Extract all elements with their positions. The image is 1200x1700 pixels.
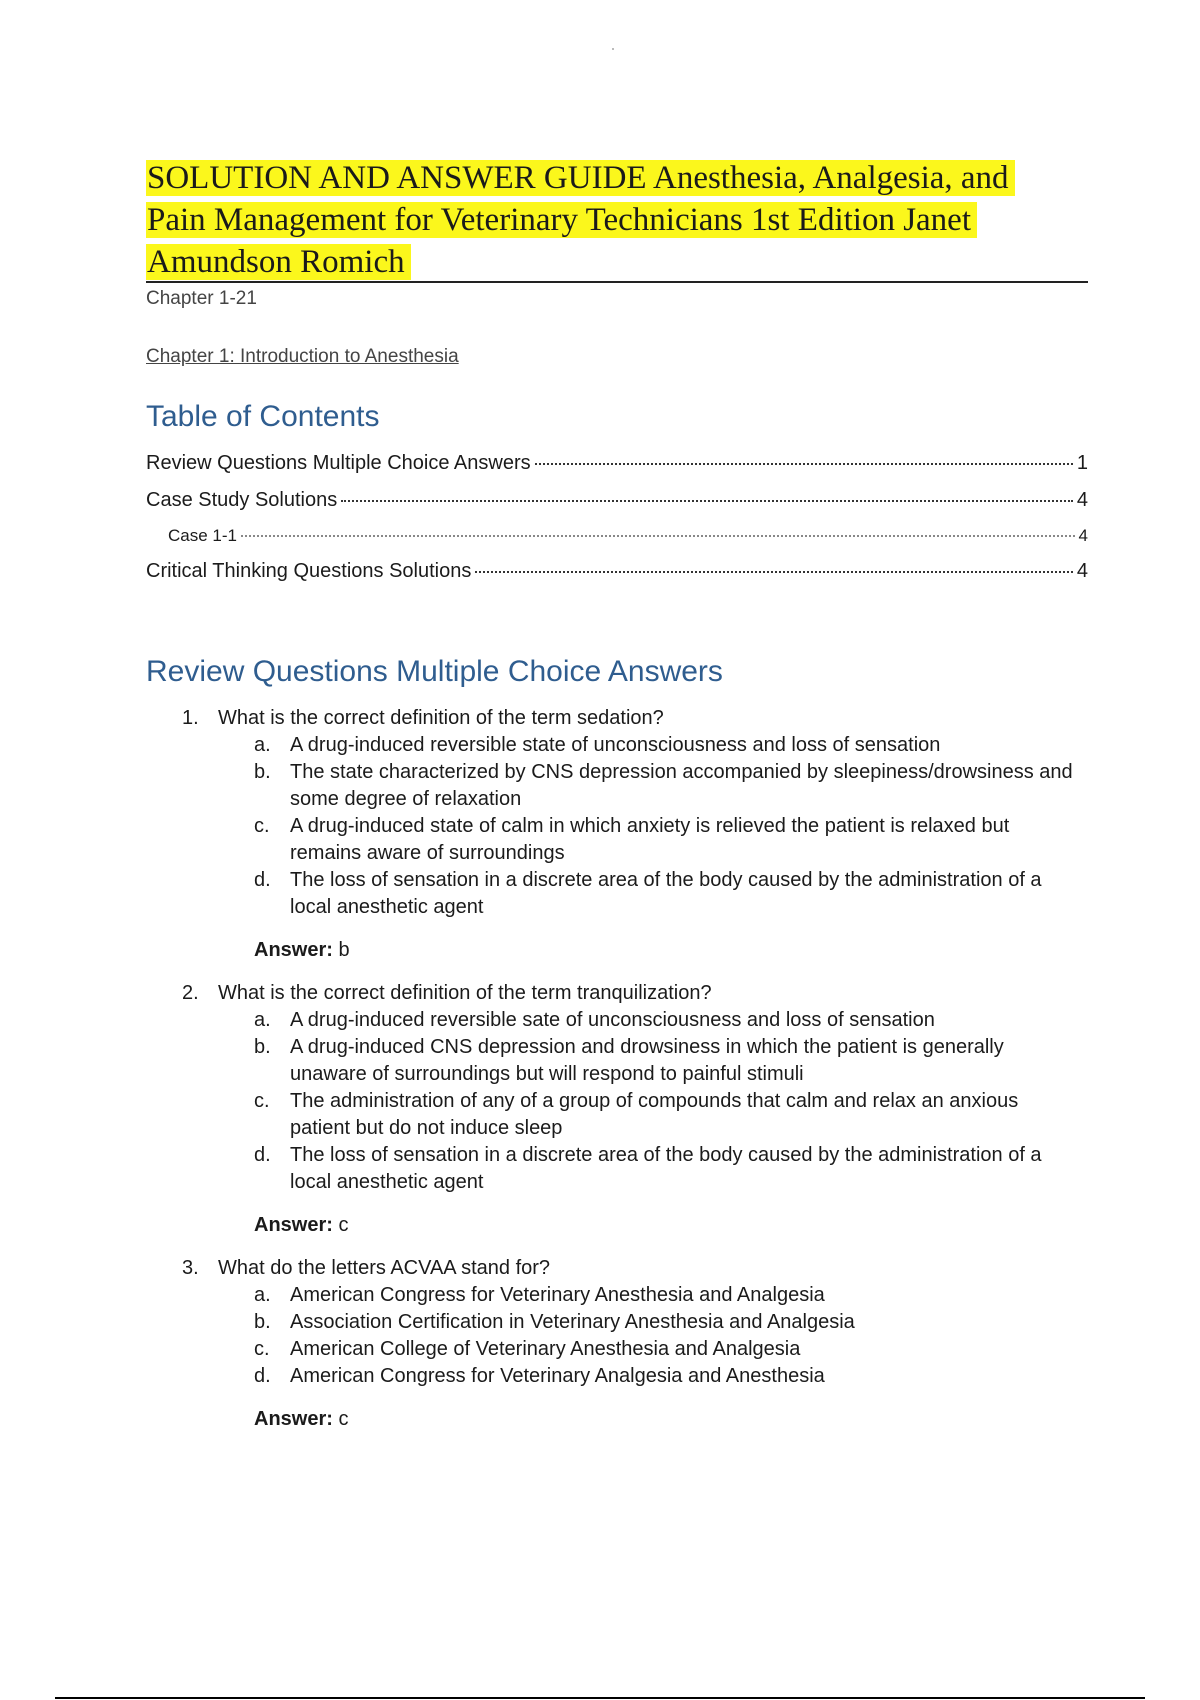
option-a: a. A drug-induced reversible state of unconsciousness and loss of sensation	[254, 734, 941, 756]
table-of-contents	[146, 452, 1088, 597]
option-b: b. The state characterized by CNS depression accompanied by sleepiness/drowsiness and some degree of relaxation	[254, 761, 1073, 810]
question-number: 1.	[182, 707, 199, 729]
question-1	[182, 705, 1086, 964]
question-2	[182, 980, 1086, 1239]
toc-entry-case-study[interactable]	[146, 489, 1088, 526]
option-b: b. Association Certification in Veterinary Anesthesia and Analgesia	[254, 1311, 855, 1333]
question-text: What do the letters ACVAA stand for?	[218, 1257, 551, 1279]
toc-entry-case-1-1[interactable]	[146, 526, 1088, 560]
option-c: c. American College of Veterinary Anesthesia and Analgesia	[254, 1338, 801, 1360]
question-text: What is the correct definition of the term sedation?	[218, 707, 664, 729]
option-d: d. The loss of sensation in a discrete area of the body caused by the administration of a local anesthetic agent	[254, 1144, 1042, 1193]
answer-label: Answer:	[254, 939, 333, 961]
option-b: b. A drug-induced CNS depression and drowsiness in which the patient is generally unaware of surroundings but will respond to painful stimuli	[254, 1036, 1004, 1085]
toc-leader-dots	[475, 571, 1073, 573]
option-list	[182, 1282, 1086, 1390]
chapter-range: Chapter 1-21	[146, 288, 257, 309]
answer-line	[182, 1406, 1086, 1433]
page-bottom-rule	[55, 1697, 1145, 1699]
toc-entry-review-questions[interactable]	[146, 452, 1088, 489]
toc-heading: Table of Contents	[146, 400, 380, 433]
answer-value: b	[338, 939, 350, 961]
answer-value: c	[338, 1408, 349, 1430]
answer-line	[182, 1212, 1086, 1239]
page-marker-dot	[612, 48, 614, 50]
question-number: 3.	[182, 1257, 199, 1279]
answer-value: c	[338, 1214, 349, 1236]
option-a: a. American Congress for Veterinary Anesthesia and Analgesia	[254, 1284, 825, 1306]
toc-entry-page: 4	[1076, 489, 1088, 511]
toc-leader-dots	[535, 463, 1073, 465]
option-list	[182, 732, 1086, 921]
review-questions-heading: Review Questions Multiple Choice Answers	[146, 655, 723, 688]
answer-label: Answer:	[254, 1408, 333, 1430]
chapter-1-link[interactable]: Chapter 1: Introduction to Anesthesia	[146, 346, 459, 367]
title-divider	[146, 281, 1088, 283]
toc-entry-page: 4	[1076, 560, 1088, 582]
toc-entry-page: 4	[1078, 526, 1088, 545]
toc-entry-critical-thinking[interactable]	[146, 560, 1088, 597]
document-title	[146, 157, 1088, 283]
title-line-2: Pain Management for Veterinary Technicians 1st Edition Janet	[146, 202, 977, 238]
question-number: 2.	[182, 982, 199, 1004]
option-c: c. A drug-induced state of calm in which anxiety is relieved the patient is relaxed but remains aware of surroundings	[254, 815, 1010, 864]
question-text: What is the correct definition of the term tranquilization?	[218, 982, 712, 1004]
answer-label: Answer:	[254, 1214, 333, 1236]
option-d: d. American Congress for Veterinary Analgesia and Anesthesia	[254, 1365, 825, 1387]
option-c: c. The administration of any of a group of compounds that calm and relax an anxious patient but do not induce sleep	[254, 1090, 1019, 1139]
option-d: d. The loss of sensation in a discrete area of the body caused by the administration of a local anesthetic agent	[254, 869, 1042, 918]
question-3	[182, 1255, 1086, 1433]
toc-leader-dots	[341, 500, 1073, 502]
title-line-3: Amundson Romich	[146, 244, 411, 280]
toc-entry-label: Case 1-1	[168, 526, 237, 545]
toc-entry-label: Case Study Solutions	[146, 489, 338, 511]
answer-line	[182, 937, 1086, 964]
question-list	[182, 705, 1086, 1449]
title-line-1: SOLUTION AND ANSWER GUIDE Anesthesia, Analgesia, and	[146, 160, 1015, 196]
toc-entry-label: Review Questions Multiple Choice Answers	[146, 452, 531, 474]
toc-leader-dots	[241, 535, 1075, 537]
option-a: a. A drug-induced reversible sate of unconsciousness and loss of sensation	[254, 1009, 935, 1031]
toc-entry-label: Critical Thinking Questions Solutions	[146, 560, 472, 582]
toc-entry-page: 1	[1076, 452, 1088, 474]
option-list	[182, 1007, 1086, 1196]
